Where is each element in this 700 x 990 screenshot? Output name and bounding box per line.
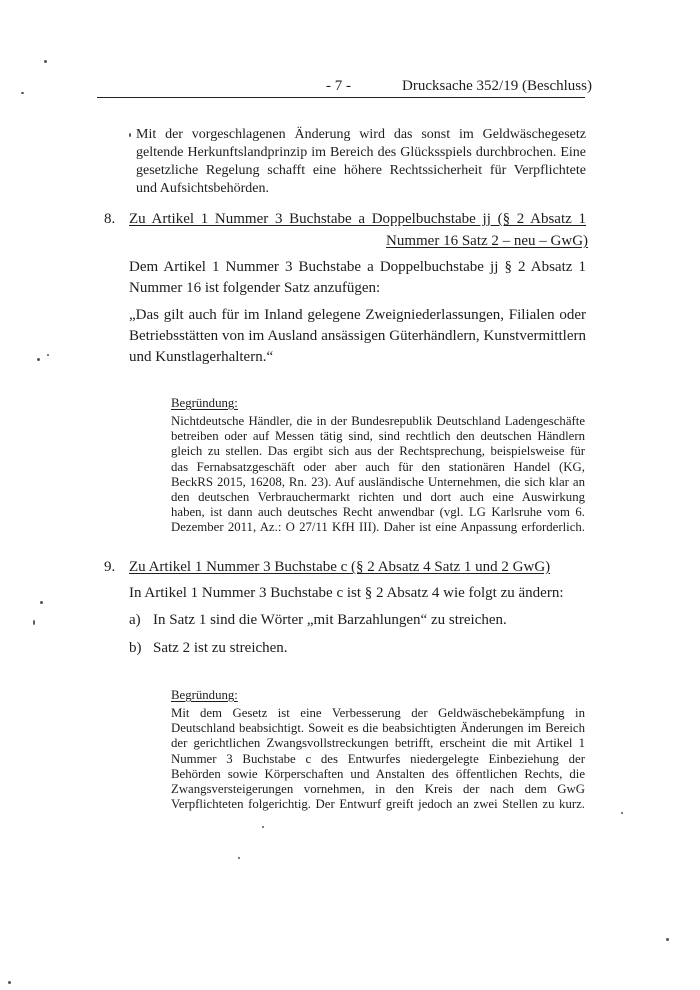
- item-8-quote-line1: „Das gilt auch für im Inland gelegene Zweigniederlassungen, Filialen oder: [129, 307, 586, 323]
- scan-speck: [37, 358, 40, 361]
- intro-paragraph: [136, 126, 586, 198]
- scan-speck: [262, 826, 264, 828]
- item-9-sub-a-text: In Satz 1 sind die Wörter „mit Barzahlungen“ zu streichen.: [153, 612, 507, 628]
- scan-speck: [666, 938, 669, 941]
- begruendung-line: Zwangsversteigerungen vornehmen, in den Kreis der nach dem GwG: [171, 782, 585, 797]
- item-9-number: 9.: [104, 559, 116, 575]
- begruendung-line: betreiben oder auf Messen tätig sind, sind rechtlich den deutschen Händlern: [171, 429, 585, 444]
- item-8-quote-line2: Betriebsstätten von im Ausland ansässigen Güterhändlern, Kunstvermittlern: [129, 328, 586, 344]
- item-8-quote-line3: und Kunstlagerhaltern.“: [129, 349, 274, 365]
- scan-speck: [621, 812, 623, 814]
- item-8-heading-line2: Nummer 16 Satz 2 – neu – GwG): [386, 233, 589, 249]
- begruendung-line: der gerichtlichen Zwangsvollstreckungen betrifft, erscheint die mit Artikel 1: [171, 736, 585, 751]
- item-9-sub-b-label: b): [129, 640, 142, 656]
- intro-line: Mit der vorgeschlagenen Änderung wird das sonst im Geldwäschegesetz: [136, 127, 586, 142]
- begruendung-line: Nichtdeutsche Händler, die in der Bundesrepublik Deutschland Ladengeschäfte: [171, 414, 585, 428]
- item-8-begruendung-label: Begründung:: [171, 396, 238, 410]
- header-rule: [97, 97, 585, 98]
- item-9-begruendung-label: Begründung:: [171, 688, 238, 702]
- begruendung-line: Deutschland beabsichtigt. Soweit es die beabsichtigten Änderungen im Bereich: [171, 721, 585, 736]
- begruendung-line: das Fernabsatzgeschäft oder aber auch für den stationären Handel (KG,: [171, 459, 585, 474]
- item-8-number: 8.: [104, 211, 116, 227]
- begruendung-line: den deutschen Verbrauchermarkt richten und dort auch eine Auswirkung: [171, 490, 585, 505]
- scan-speck: [33, 620, 35, 625]
- scan-speck: [40, 601, 43, 604]
- begruendung-line: Mit dem Gesetz ist eine Verbesserung der Geldwäschebekämpfung in: [171, 706, 585, 720]
- intro-line: gesetzliche Regelung schafft eine höhere Rechtssicherheit für Verpflichtete: [136, 163, 586, 178]
- item-9-intro: In Artikel 1 Nummer 3 Buchstabe c ist § 2 Absatz 4 wie folgt zu ändern:: [129, 585, 564, 601]
- item-9-heading: Zu Artikel 1 Nummer 3 Buchstabe c (§ 2 Absatz 4 Satz 1 und 2 GwG): [129, 559, 551, 575]
- document-reference: Drucksache 352/19 (Beschluss): [402, 78, 592, 94]
- scan-speck: [238, 857, 240, 859]
- page-number: - 7 -: [326, 78, 351, 94]
- scan-speck: [47, 354, 49, 356]
- begruendung-line: Behörden sowie Körperschaften und Anstalten des öffentlichen Rechts, die: [171, 766, 585, 781]
- begruendung-line: haben, ist dann auch deutsches Recht anwendbar (vgl. LG Karlsruhe vom 6.: [171, 505, 585, 520]
- begruendung-line: Verpflichteten folgerichtig. Der Entwurf greift jedoch an zwei Stellen zu kurz.: [171, 797, 585, 812]
- begruendung-line: Nummer 3 Buchstabe c des Entwurfes niedergelegte Einbeziehung der: [171, 751, 585, 766]
- begruendung-line: gleich zu stellen. Das ergibt sich aus der Rechtsprechung, beispielsweise für: [171, 444, 585, 459]
- item-9-sub-a-label: a): [129, 612, 141, 628]
- scan-speck: [44, 60, 47, 63]
- scan-speck: [21, 92, 24, 94]
- scan-speck: [8, 981, 11, 984]
- begruendung-line: BeckRS 2015, 16208, Rn. 23). Auf ausländische Unternehmen, die sich klar an: [171, 474, 585, 489]
- begruendung-line: Dezember 2011, Az.: O 27/11 KfH III). Daher ist eine Anpassung erforderlich.: [171, 520, 585, 535]
- intro-line: geltende Herkunftslandprinzip im Bereich des Glücksspiels durchbrochen. Eine: [136, 145, 586, 160]
- item-8-text-line1: Dem Artikel 1 Nummer 3 Buchstabe a Doppelbuchstabe jj § 2 Absatz 1: [129, 259, 586, 275]
- scan-speck: [129, 133, 131, 137]
- item-9-begruendung: [171, 706, 585, 812]
- item-9-sub-b-text: Satz 2 ist zu streichen.: [153, 640, 288, 656]
- intro-line: und Aufsichtsbehörden.: [136, 181, 269, 196]
- item-8-begruendung: [171, 414, 585, 536]
- item-8-text-line2: Nummer 16 ist folgender Satz anzufügen:: [129, 280, 381, 296]
- item-8-heading-line1: Zu Artikel 1 Nummer 3 Buchstabe a Doppelbuchstabe jj (§ 2 Absatz 1: [129, 211, 586, 227]
